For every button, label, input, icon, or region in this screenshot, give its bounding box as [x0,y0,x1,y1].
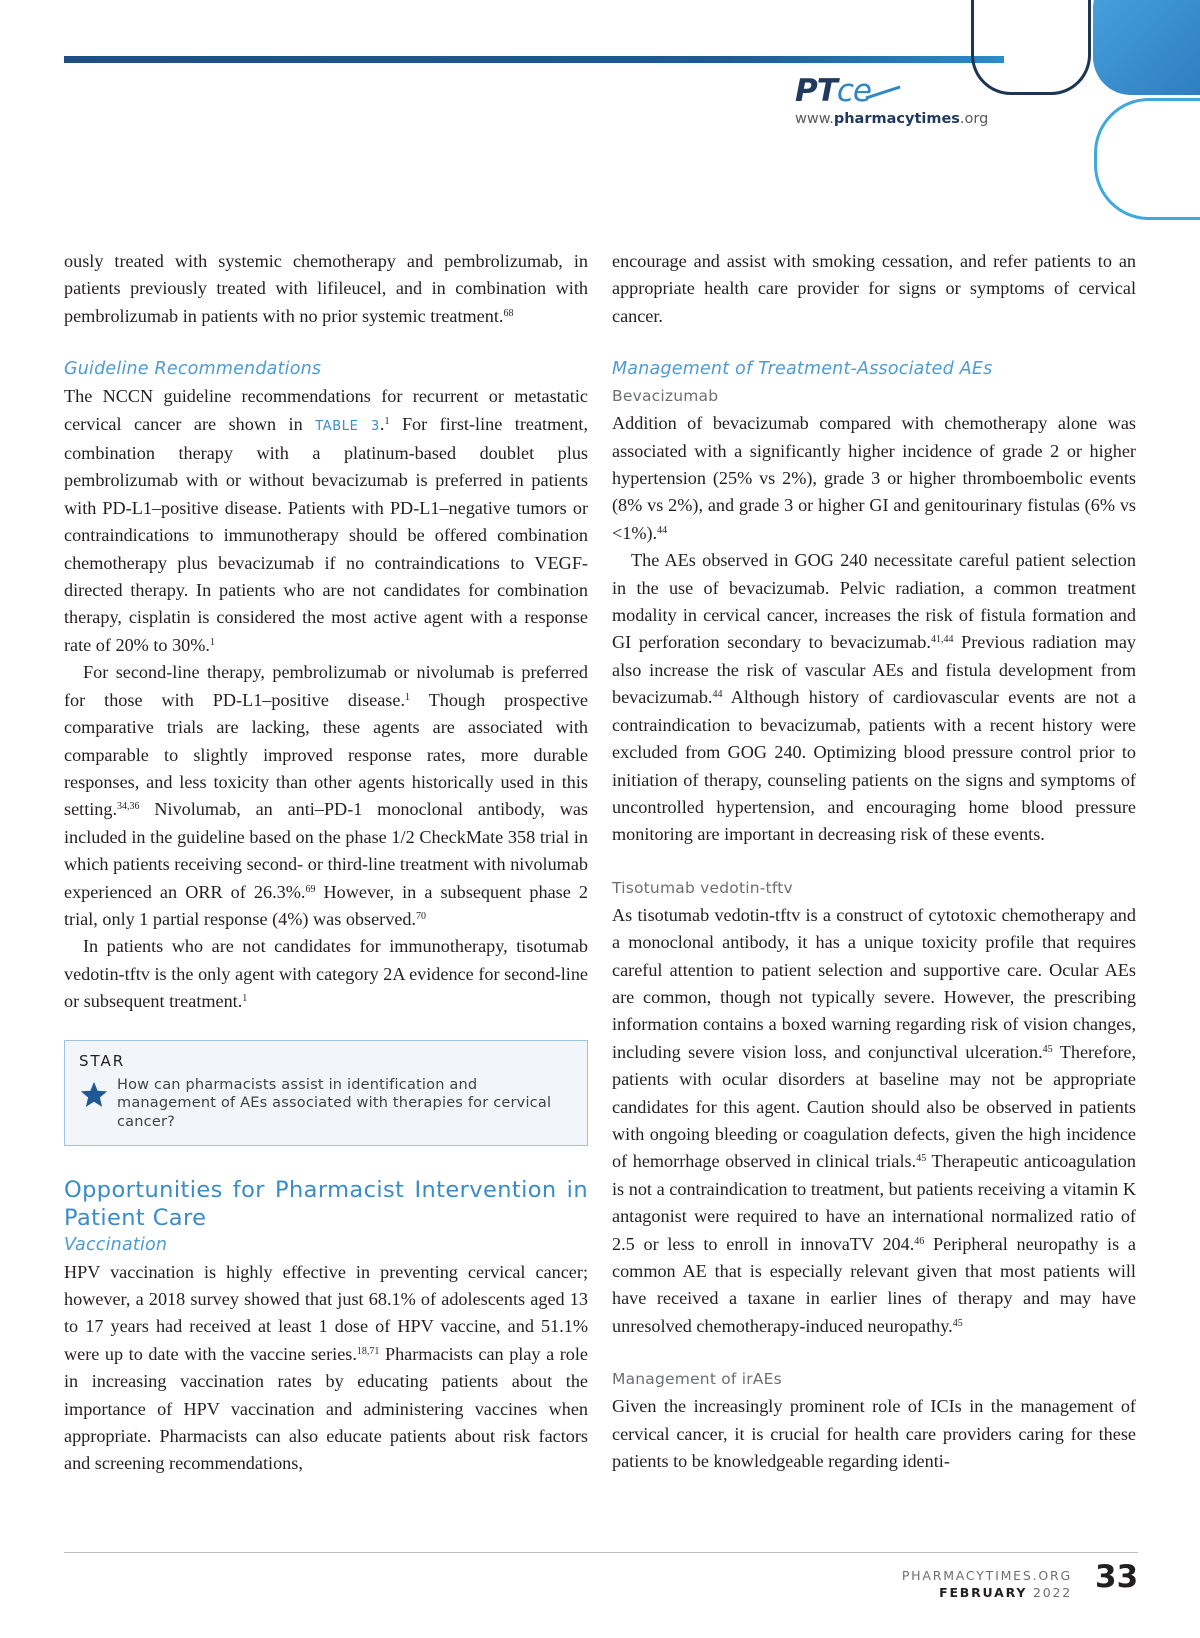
paragraph-bevacizumab-2: The AEs observed in GOG 240 necessitate careful patient selection in the use of bevacizumab. Pelvic radiation, a common treatment modality in cervical cancer, increases the risk of fistula formation and GI perforation secondary to bevacizumab.$^{41,44}$ Previous radiation may also increase the risk of vascular AEs and fistula development from bevacizumab.$^{44}$ Although history of cardiovascular events are not a contraindication to bevacizumab, patients with a recent history were excluded from GOG 240. Optimizing blood pressure control prior to initiation of therapy, counseling patients on the signs and symptoms of uncontrolled hypertension, and encouraging home blood pressure monitoring are important in decreasing risk of these events. [612,550,1136,845]
footer-date: FEBRUARY 2022 [939,1585,1072,1600]
paragraph-guideline-3: In patients who are not candidates for immunotherapy, tisotumab vedotin-tftv is the only agent with category 2A evidence for second-line or subsequent treatment.$^1$ [64,936,588,1012]
star-callout-box [64,1040,588,1146]
site-url[interactable]: www.pharmacytimes.org [795,111,989,127]
paragraph-irae: Given the increasingly prominent role of ICIs in the management of cervical cancer, it is crucial for health care providers caring for these patients to be knowledgeable regarding identi- [612,1396,1136,1472]
star-question: How can pharmacists assist in identification and management of AEs associated with therapies for cervical cancer? [117,1076,552,1130]
heading-tisotumab: Tisotumab vedotin-tftv [612,878,793,897]
heading-irae: Management of irAEs [612,1370,782,1389]
paragraph-guideline-2: For second-line therapy, pembrolizumab or nivolumab is preferred for those with PD-L1–positive disease.$^1$ Though prospective comparative trials are lacking, these agents are associated with comparable to slightly improved response rates, more durable responses, and less toxicity than other agents historically used in this setting.$^{34,36}$ Nivolumab, an anti–PD-1 monoclonal antibody, was included in the guideline based on the phase 1/2 CheckMate 358 trial in which patients receiving second- or third-line treatment with nivolumab experienced an ORR of 26.3%.$^{69}$ However, in a subsequent phase 2 trial, only 1 partial response (4%) was observed.$^{70}$ [64,662,588,929]
ptce-logo[interactable] [795,73,1025,127]
header-rule [64,56,1004,63]
heading-bevacizumab: Bevacizumab [612,387,719,406]
paragraph-tisotumab: As tisotumab vedotin-tftv is a construct of cytotoxic chemotherapy and a monoclonal antibody, it has a unique toxicity profile that requires careful attention to patient selection and supportive care. Ocular AEs are common, though not typically severe. However, the prescribing information contains a boxed warning regarding risk of vision changes, including severe vision loss, and conjunctival ulceration.$^{45}$ Therefore, patients with ocular disorders at baseline may not be appropriate candidates for this agent. Caution should also be observed in patients with ongoing bleeding or coagulation defects, given the high incidence of hemorrhage observed in clinical trials.$^{45}$ Therapeutic anticoagulation is not a contraindication to treatment, but patients receiving a vitamin K antagonist were required to have an international normalized ratio of 2.5 or less to enroll in innovaTV 204.46 Peripheral neuropathy is a common AE that is especially relevant given that most patients will have received a taxane in earlier lines of therapy and may have unresolved chemotherapy-induced neuropathy.$^{45}$ [612,904,1137,1336]
logo-wordmark: PTce [795,76,1025,107]
paragraph-bevacizumab-1: Addition of bevacizumab compared with chemotherapy alone was associated with a significantly higher incidence of grade 2 or higher hypertension (25% vs 2%), grade 3 or higher thromboembolic events (8% vs 2%), and grade 3 or higher GI and genitourinary fistulas (6% vs <1%).$^{44}$ [612,413,1136,543]
heading-opportunities: Opportunities for Pharmacist Intervention in Patient Care [64,1176,588,1231]
heading-management-aes: Management of Treatment-Associated AEs [612,359,993,380]
paragraph-intro: ously treated with systemic chemotherapy and pembrolizumab, in patients previously treated with lifileucel, and in combination with pembrolizumab in patients with no prior systemic treatment.$^{68}$ [64,251,588,326]
table-3-link[interactable]: TABLE 3 [315,418,380,434]
heading-vaccination: Vaccination [64,1234,168,1255]
right-column [612,248,1136,1475]
left-column [64,248,588,1478]
footer-rule [64,1552,1138,1553]
star-icon [79,1080,109,1110]
star-title: STAR [79,1051,126,1070]
paragraph-guideline-1: The NCCN guideline recommendations for recurrent or metastatic cervical cancer are shown in TABLE 3.$^1$ For first-line treatment, combination therapy with a platinum-based doublet plus pembrolizumab with or without bevacizumab is preferred in patients with PD-L1–positive disease. Patients with PD-L1–negative tumors or contraindications to immunotherapy should be offered combination chemotherapy plus bevacizumab if no contraindications to VEGF-directed therapy. In patients who are not candidates for combination therapy, cisplatin is considered the most active agent with a response rate of 20% to 30%.$^1$ [64,386,588,655]
heading-guideline-recommendations: Guideline Recommendations [64,359,322,380]
footer-site: PHARMACYTIMES.ORG [901,1568,1072,1583]
decorative-arc-shape [1094,98,1200,220]
footer-publication [902,1567,1072,1601]
decorative-filled-shape [1093,0,1200,95]
paragraph-intro-right: encourage and assist with smoking cessation, and refer patients to an appropriate health care provider for signs or symptoms of cervical cancer. [612,251,1136,326]
paragraph-vaccination: HPV vaccination is highly effective in preventing cervical cancer; however, a 2018 survey showed that just 68.1% of adolescents aged 13 to 17 years had received at least 1 dose of HPV vaccine, and 51.1% were up to date with the vaccine series.$^{18,71}$ Pharmacists can play a role in increasing vaccination rates by educating patients about the importance of HPV vaccination and administering vaccines when appropriate. Pharmacists can also educate patients about risk factors and screening recommendations, [64,1261,588,1474]
page-number: 33 [1095,1559,1139,1595]
